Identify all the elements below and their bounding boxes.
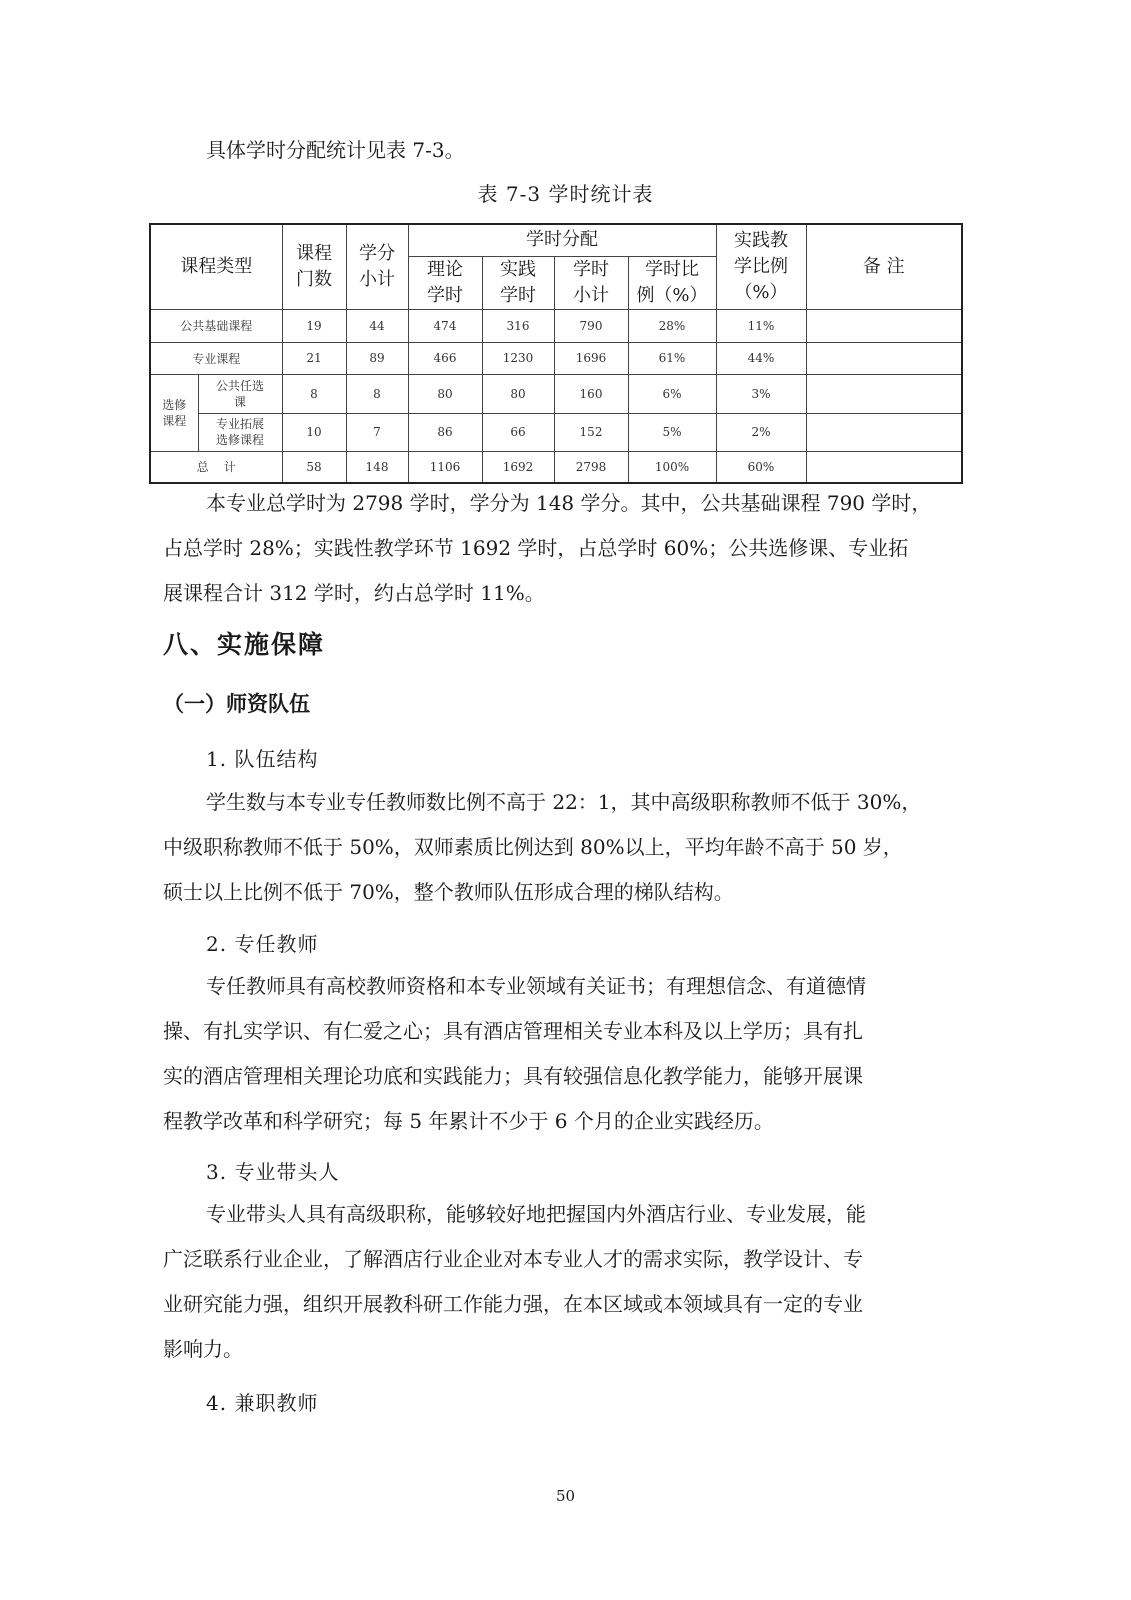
cell-theory: 1106 — [408, 451, 482, 483]
cell-count: 19 — [282, 309, 346, 342]
cell-practice-ratio: 2% — [716, 413, 806, 451]
item-paragraph: 学生数与本专业专任教师数比例不高于 22：1，其中高级职称教师不低于 30%， 中级职称教师不低于 50%，双师素质比例达到 80%以上，平均年龄不高于 50 岁， 硕士以上比例不低于 70%，整个教师队伍形成合理的梯队结构。 — [163, 790, 922, 904]
summary-paragraph: 本专业总学时为 2798 学时，学分为 148 学分。其中，公共基础课程 790 学时， 占总学时 28%；实践性教学环节 1692 学时，占总学时 60%；公共选修课、专业拓 展课程合计 312 学时，约占总学时 11%。 — [163, 491, 932, 605]
header-credit-subtotal: 学分 小计 — [346, 224, 408, 309]
header-hours-allocation: 学时分配 — [408, 224, 716, 256]
cell-practice-ratio: 3% — [716, 374, 806, 413]
header-theory-hours: 理论 学时 — [408, 256, 482, 309]
cell-practice-ratio: 44% — [716, 342, 806, 374]
cell-subtotal: 2798 — [554, 451, 628, 483]
cell-count: 10 — [282, 413, 346, 451]
cell-theory: 80 — [408, 374, 482, 413]
cell-credits: 8 — [346, 374, 408, 413]
table-row — [150, 309, 962, 342]
cell-practice: 80 — [482, 374, 554, 413]
item-title: 2. 专任教师 — [206, 932, 319, 956]
cell-subtotal: 790 — [554, 309, 628, 342]
header-hours-subtotal: 学时 小计 — [554, 256, 628, 309]
row-name: 总 计 — [150, 451, 282, 483]
cell-ratio: 6% — [628, 374, 716, 413]
item-title: 4. 兼职教师 — [206, 1391, 319, 1415]
header-hours-ratio: 学时比 例（%） — [628, 256, 716, 309]
cell-ratio: 100% — [628, 451, 716, 483]
cell-count: 58 — [282, 451, 346, 483]
header-remarks: 备 注 — [806, 224, 962, 309]
row-name: 公共任选 课 — [198, 374, 282, 413]
section-heading: 八、实施保障 — [163, 630, 326, 659]
item-paragraph: 专业带头人具有高级职称，能够较好地把握国内外酒店行业、专业发展，能 广泛联系行业企业，了解酒店行业企业对本专业人才的需求实际，教学设计、专 业研究能力强，组织开展教科研工作能力强，在本区域或本领域具有一定的专业 影响力。 — [163, 1202, 866, 1361]
cell-practice-ratio: 60% — [716, 451, 806, 483]
cell-theory: 474 — [408, 309, 482, 342]
table-caption: 表 7-3 学时统计表 — [477, 182, 654, 206]
cell-practice: 66 — [482, 413, 554, 451]
cell-ratio: 5% — [628, 413, 716, 451]
header-practice-hours: 实践 学时 — [482, 256, 554, 309]
item-title: 1. 队伍结构 — [206, 747, 319, 771]
cell-credits: 7 — [346, 413, 408, 451]
cell-remark — [806, 342, 962, 374]
row-name: 专业课程 — [150, 342, 282, 374]
cell-practice: 316 — [482, 309, 554, 342]
cell-ratio: 28% — [628, 309, 716, 342]
subsection-heading: （一）师资队伍 — [163, 691, 310, 716]
cell-remark — [806, 451, 962, 483]
cell-subtotal: 1696 — [554, 342, 628, 374]
cell-count: 8 — [282, 374, 346, 413]
hours-statistics-table — [149, 223, 963, 484]
cell-practice: 1230 — [482, 342, 554, 374]
row-name: 专业拓展 选修课程 — [198, 413, 282, 451]
header-course-count: 课程 门数 — [282, 224, 346, 309]
cell-remark — [806, 413, 962, 451]
cell-subtotal: 152 — [554, 413, 628, 451]
elective-group-label: 选修 课程 — [150, 374, 198, 451]
item-title: 3. 专业带头人 — [206, 1160, 340, 1184]
header-practice-ratio: 实践教 学比例 （%） — [716, 224, 806, 309]
row-name: 公共基础课程 — [150, 309, 282, 342]
intro-text: 具体学时分配统计见表 7-3。 — [206, 138, 465, 162]
cell-theory: 86 — [408, 413, 482, 451]
cell-credits: 44 — [346, 309, 408, 342]
cell-practice-ratio: 11% — [716, 309, 806, 342]
cell-remark — [806, 374, 962, 413]
item-paragraph: 专任教师具有高校教师资格和本专业领域有关证书；有理想信念、有道德情 操、有扎实学识、有仁爱之心；具有酒店管理相关专业本科及以上学历；具有扎 实的酒店管理相关理论功底和实践能力；具有较强信息化教学能力，能够开展课 程教学改革和科学研究；每 5 年累计不少于 6 个月的企业实践经历。 — [163, 974, 866, 1133]
cell-count: 21 — [282, 342, 346, 374]
cell-practice: 1692 — [482, 451, 554, 483]
cell-ratio: 61% — [628, 342, 716, 374]
header-course-type: 课程类型 — [150, 224, 282, 309]
cell-credits: 148 — [346, 451, 408, 483]
page-number: 50 — [555, 1487, 576, 1505]
table-row — [150, 374, 962, 413]
cell-credits: 89 — [346, 342, 408, 374]
table-row — [150, 451, 962, 483]
cell-subtotal: 160 — [554, 374, 628, 413]
table-row — [150, 342, 962, 374]
cell-remark — [806, 309, 962, 342]
table-row — [150, 413, 962, 451]
cell-theory: 466 — [408, 342, 482, 374]
